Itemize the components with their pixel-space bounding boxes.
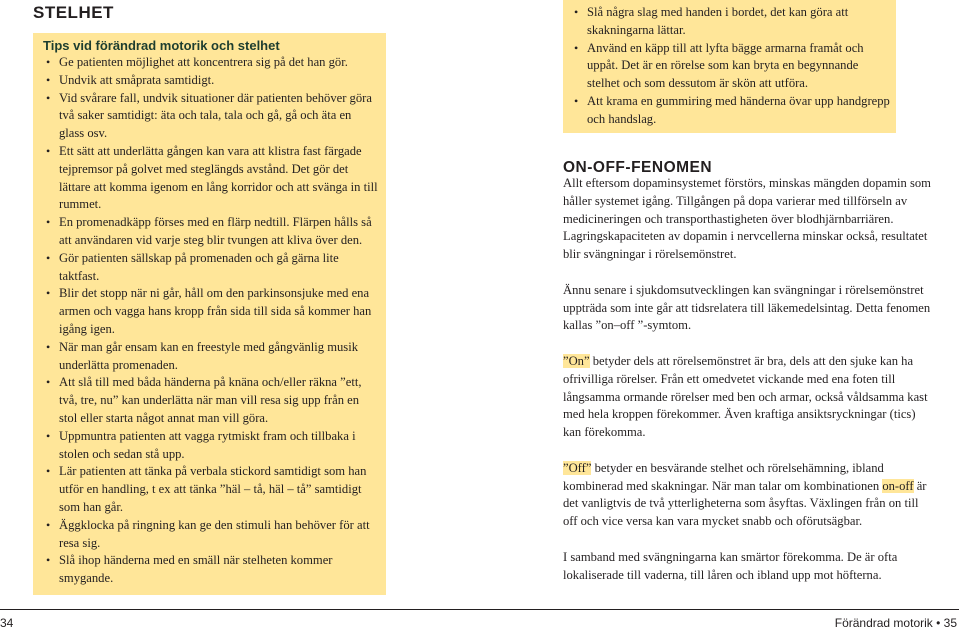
bullet-item bbox=[43, 250, 378, 286]
bullet-text: Att krama en gummiring med händerna övar upp handgrepp och handslag. bbox=[587, 93, 890, 126]
bullet-text: Ge patienten möjlighet att koncentrera sig på det han gör. bbox=[59, 55, 348, 69]
bullet-text: Slå några slag med handen i bordet, det kan göra att skakningarna lättar. bbox=[587, 5, 849, 37]
bullet-text: Undvik att småprata samtidigt. bbox=[59, 72, 215, 87]
bullet-item bbox=[43, 374, 378, 427]
bullet-text: Använd en käpp till att lyfta bägge armarna framåt och uppåt. Det är en rörelse som kan bryta en begynnande stelhet och som dessutom är skön att utföra. bbox=[587, 40, 864, 91]
bullet-icon: • bbox=[46, 55, 51, 69]
bullet-item bbox=[43, 428, 378, 464]
bullet-icon: • bbox=[46, 90, 51, 105]
tips-box-continued bbox=[563, 0, 896, 133]
section-heading-stelhet: STELHET bbox=[33, 3, 114, 22]
paragraph-text: betyder en besvärande stelhet och rörelsehämning, ibland kombinerad med skakningar. När man talar om kombinationen bbox=[563, 460, 884, 493]
section-heading-on-off: ON-OFF-FENOMEN bbox=[563, 159, 713, 176]
bullet-text: Vid svårare fall, undvik situationer där patienten behöver göra två saker samtidigt: äta och tala, tala och gå, gå och äta en glass osv. bbox=[59, 90, 372, 141]
right-body-text bbox=[563, 175, 931, 584]
bullet-icon: • bbox=[46, 375, 51, 390]
bullet-item bbox=[43, 90, 378, 143]
bullet-icon: • bbox=[46, 464, 51, 479]
bullet-text: När man går ensam kan en freestyle med gångvänlig musik underlätta promenaden. bbox=[59, 339, 359, 372]
bullet-icon: • bbox=[574, 40, 579, 55]
bullet-text: Slå ihop händerna med en smäll när stelheten kommer smygande. bbox=[59, 553, 333, 586]
bullet-item bbox=[43, 339, 378, 375]
bullet-icon: • bbox=[46, 72, 51, 87]
highlight-on-off: on-off bbox=[882, 478, 914, 493]
footer-divider bbox=[0, 609, 959, 610]
bullet-icon: • bbox=[46, 553, 51, 568]
page-footer-right: Förändrad motorik • 35 bbox=[834, 616, 957, 630]
bullet-icon: • bbox=[46, 286, 51, 301]
bullet-item bbox=[571, 93, 890, 129]
page-number-left: 34 bbox=[0, 616, 14, 630]
bullet-item bbox=[43, 285, 378, 338]
bullet-icon: • bbox=[46, 250, 51, 265]
bullet-text: En promenadkäpp förses med en flärp nedtill. Flärpen hålls så att användaren vid varje steg blir tvungen att kliva över den. bbox=[59, 215, 372, 247]
bullet-icon: • bbox=[46, 517, 51, 532]
paragraph: Ännu senare i sjukdomsutvecklingen kan svängningar i rörelsemönstret uppträda som inte går att tidsrelatera till läkemedelsintag. Detta fenomen kallas ”on–off ”-symtom. bbox=[563, 282, 931, 333]
bullet-text: Lär patienten att tänka på verbala stickord samtidigt som han utför en handling, t ex att tänka ”häl – tå, häl – tå” samtidigt som han går. bbox=[59, 464, 367, 514]
paragraph bbox=[563, 460, 931, 531]
bullet-icon: • bbox=[46, 143, 51, 158]
bullet-icon: • bbox=[46, 339, 51, 354]
left-column bbox=[33, 0, 386, 586]
bullet-item bbox=[571, 4, 890, 40]
bullet-text: Blir det stopp när ni går, håll om den parkinsonsjuke med ena armen och vagga hans kropp från sida till sida så kommer han igång igen. bbox=[59, 286, 372, 336]
bullet-item bbox=[43, 143, 378, 214]
tips-list-continued bbox=[571, 4, 890, 129]
paragraph-text: betyder dels att rörelsemönstret är bra, dels att den sjuke kan ha ofrivilliga rörelser. Från ett omedvetet vickande med ena foten till långsamma ormande rörelser med ben och armar, också våldsamma kast med hela kroppen förekommer. Även kraftiga ansiktsryckningar (tics) kan förekomma. bbox=[563, 353, 928, 440]
bullet-text: Äggklocka på ringning kan ge den stimuli han behöver för att resa sig. bbox=[59, 517, 370, 550]
highlight-on: ”On” bbox=[563, 353, 590, 368]
bullet-item bbox=[43, 72, 378, 90]
tips-list bbox=[43, 54, 378, 588]
bullet-text: Uppmuntra patienten att vagga rytmiskt fram och tillbaka i stolen och sedan stå upp. bbox=[59, 428, 356, 461]
paragraph-text: är det vanligtvis de två ytterligheterna som åsyftas. Växlingen från on till off och vice versa kan vara mycket snabb och oförutsägbar. bbox=[563, 478, 927, 529]
paragraph: I samband med svängningarna kan smärtor förekomma. De är ofta lokaliserade till vaderna, till låren och ibland upp mot höfterna. bbox=[563, 549, 898, 582]
bullet-item bbox=[43, 517, 378, 553]
highlight-off: ”Off” bbox=[563, 460, 592, 475]
bullet-item bbox=[43, 214, 378, 250]
tips-box-title: Tips vid förändrad motorik och stelhet bbox=[43, 38, 280, 53]
bullet-item bbox=[43, 463, 378, 516]
tips-box bbox=[33, 33, 386, 595]
paragraph: Allt eftersom dopaminsystemet förstörs, minskas mängden dopamin som håller systemet igång. Tillgången på dopa varierar med tillförseln av medicineringen och transporthastigheten över blodhjärnbarriären. Lagringskapaciteten av dopamin i nervcellerna minskar också, resultatet blir svängningar i rörelsemönstret. bbox=[563, 176, 931, 262]
bullet-item bbox=[571, 40, 890, 93]
paragraph bbox=[563, 353, 931, 442]
bullet-icon: • bbox=[46, 215, 51, 230]
bullet-text: Att slå till med båda händerna på knäna och/eller räkna ”ett, två, tre, nu” kan underlätta när man vill resa sig upp från en stol eller starta något annat man vill göra. bbox=[59, 375, 362, 425]
bullet-item bbox=[43, 552, 378, 588]
bullet-text: Gör patienten sällskap på promenaden och gå gärna lite taktfast. bbox=[59, 250, 339, 283]
bullet-icon: • bbox=[574, 5, 579, 19]
bullet-icon: • bbox=[46, 428, 51, 443]
bullet-item bbox=[43, 54, 378, 72]
bullet-text: Ett sätt att underlätta gången kan vara att klistra fast färgade tejpremsor på golvet med steglängds avstånd. Det gör det lättare att komma igenom en lång korridor och att svänga in till rummet. bbox=[59, 143, 378, 212]
bullet-icon: • bbox=[574, 93, 579, 108]
